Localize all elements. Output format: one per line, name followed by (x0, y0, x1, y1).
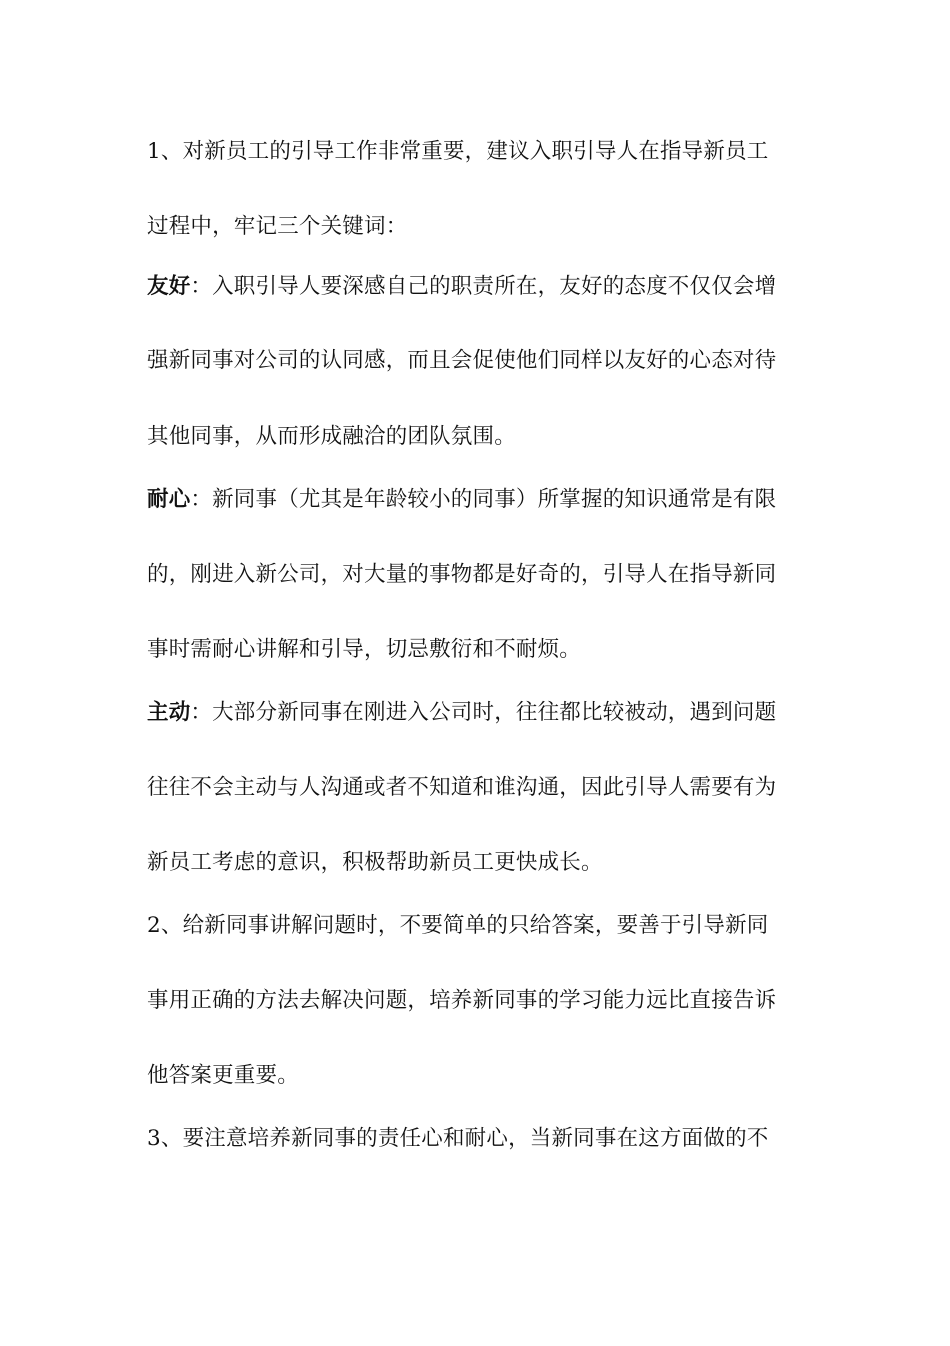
paragraph-1-line-2 (147, 212, 817, 242)
keyword-proactive-line-2 (147, 773, 817, 803)
keyword-patient-line-2 (147, 560, 817, 590)
keyword-patient-line-3 (147, 635, 817, 665)
line-text: 入职引导人要深感自己的职责所在，友好的态度不仅仅会增 (212, 274, 777, 299)
keyword-proactive-line-1 (147, 698, 817, 728)
keyword-proactive: 主动 (147, 700, 191, 725)
line-text: 其他同事，从而形成融洽的团队氛围。 (147, 424, 516, 449)
paragraph-2-line-3 (147, 1061, 817, 1091)
keyword-friendly-line-2 (147, 346, 817, 376)
keyword-friendly: 友好 (147, 274, 191, 299)
keyword-patient: 耐心 (147, 487, 191, 512)
line-text: 事时需耐心讲解和引导，切忌敷衍和不耐烦。 (147, 637, 582, 662)
line-text: 往往不会主动与人沟通或者不知道和谁沟通，因此引导人需要有为 (147, 775, 777, 800)
line-text: 新员工考虑的意识，积极帮助新员工更快成长。 (147, 850, 603, 875)
keyword-friendly-line-3 (147, 422, 817, 452)
line-text: 过程中，牢记三个关键词： (147, 214, 408, 239)
line-text: 他答案更重要。 (147, 1063, 299, 1088)
keyword-friendly-line-1 (147, 272, 817, 302)
keyword-separator: ： (190, 274, 213, 299)
line-text: 大部分新同事在刚进入公司时，往往都比较被动，遇到问题 (212, 700, 777, 725)
line-text: 强新同事对公司的认同感，而且会促使他们同样以友好的心态对待 (147, 348, 777, 373)
paragraph-1-line-1 (147, 137, 817, 167)
keyword-proactive-line-3 (147, 848, 817, 878)
line-text: 的，刚进入新公司，对大量的事物都是好奇的，引导人在指导新同 (147, 562, 777, 587)
paragraph-2-line-1 (147, 911, 817, 941)
paragraph-2-line-2 (147, 986, 817, 1016)
keyword-patient-line-1 (147, 485, 817, 515)
keyword-separator: ： (190, 487, 213, 512)
paragraph-3-line-1 (147, 1124, 817, 1154)
line-text: 3、要注意培养新同事的责任心和耐心，当新同事在这方面做的不 (147, 1126, 769, 1151)
line-text: 新同事（尤其是年龄较小的同事）所掌握的知识通常是有限 (212, 487, 777, 512)
line-text: 1、对新员工的引导工作非常重要，建议入职引导人在指导新员工 (147, 139, 769, 164)
line-text: 2、给新同事讲解问题时，不要简单的只给答案，要善于引导新同 (147, 913, 769, 938)
line-text: 事用正确的方法去解决问题，培养新同事的学习能力远比直接告诉 (147, 988, 777, 1013)
keyword-separator: ： (190, 700, 213, 725)
